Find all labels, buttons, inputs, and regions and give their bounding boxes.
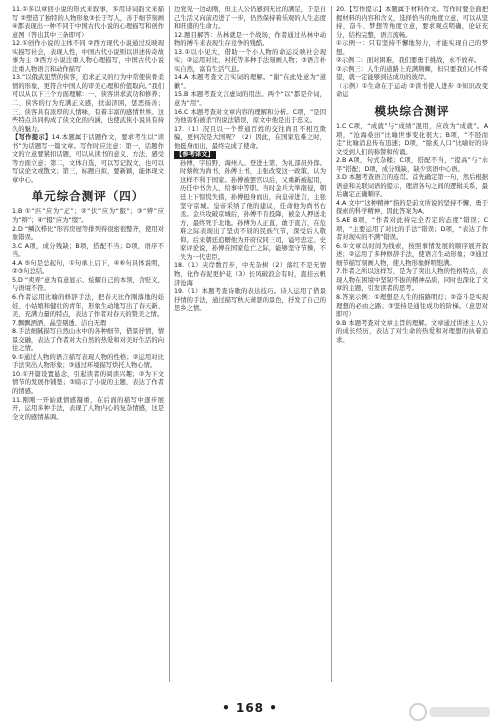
answer-item: 12.①创作小说的主体不同 ②西方现代小说通过反映现实描写社会，表现人性，中国古代小说则以讲述传奇故事为主 ③西方小说注重人物心理描写，中国古代小说注重人物语言和动作描写 [12, 40, 164, 73]
page-number: • 168 • [222, 701, 278, 715]
answer-item: （示例）①生命在于运动 ②读书使人进步 ③知识改变命运 [336, 82, 488, 99]
answer-item: 13.“以俄武犯禁的侠客，追求正义的行为中常使侠骨柔情的形象，更符合中国人的审美心理和价值取向。”我们可以从以下三个方面理解：一、侠客讲求武功和修养；二、侠客的行为充满正义感，扶弱济困，惩恶扬善；三、侠客具有浓厚的人情味，有着丰富的感情世界。这些特点共同构成了侠文化的内涵，也使武侠小说具有持久的魅力。 [12, 74, 164, 133]
answer-item: 19.（1）本题考查诗歌的表达技巧。诗人运用了借景抒情的手法，通过描写秋天萧瑟的景色，抒发了自己的思乡之情。 [174, 288, 326, 313]
answer-item: 边党见一边动刚，但主人公仍感到无比的满足，于是自己生活又向前迈进了一步，仍然保持着乐观的人生态度和旺盛的生命力。 [174, 6, 326, 31]
answer-item: ②示例二：面对困难，我们要勇于挑战，永不放弃。 [336, 57, 481, 65]
watermark-logo-icon [408, 702, 494, 722]
answer-item: 15.B 本题考查文言虚词的用法。两个“以”都是介词，意为“用”。 [174, 91, 326, 108]
writing-tip: 【写作提示】14.本题属于话题作文，要求考生以“读书”为话题写一篇文章。写作时应注意：第一，话题作文的立意要紧扣话题，可以从读书的意义、方法、感受等方面立意；第二，文体自选，可以写记叙文，也可以写议论文或散文；第三，标题自拟，要新颖，能体现文章中心。 [12, 134, 164, 184]
writing-tip-label: 【写作提示】 [12, 134, 52, 142]
answer-item: 16.C 本题考查对文章内容的理解和分析。C项，“是因为他害怕被杀”的说法错误，原文中他是出于忠义。 [174, 108, 326, 125]
answer-item: ③示例三：人生的道路上充满荆棘，但只要我们心怀希望，就一定能够到达成功的彼岸。 [336, 65, 488, 82]
answer-item: 6.①文章以时间为线索，按照事情发展的顺序展开叙述；②运用了多种修辞手法，使语言生动形象；③通过细节描写刻画人物，使人物形象鲜明饱满。 [336, 242, 488, 267]
section-title-unit-test: 单元综合测评（四） [31, 189, 145, 204]
answer-item: 9.B 本题考查对文章主旨的理解。文章通过讲述主人公的成长经历，表达了对生命的热爱和对理想的执着追求。 [336, 319, 488, 344]
watermark-logo [408, 702, 494, 722]
answer-item: 11.①多以章回小说的形式来叙事，多用诗词韵文来描写 ②塑造了独特的人物形象③长于写人，善于细节刻画 ④都表现出一种不同于中国古代小说的心理描写和创作意图（答出其中三条即可） [12, 6, 164, 39]
reference-translation [174, 151, 326, 160]
answer-item: 20.【写作提示】本题属于材料作文。写作时要全面把握材料的内容和含义，选择恰当的角度立意，可以从坚持、奋斗、梦想等角度立意，要求观点明确，论证充分，结构完整，语言流畅。 [336, 6, 488, 39]
answer-item: 1.C C项，“成就”与“成绩”混用，应改为“成就”。A项，“沧海桑田”比喻世事变化很大；B项，“不胫而走”比喻消息传布迅速；D项，“脍炙人口”比喻好的诗文受到人们的称赞和传诵。 [336, 123, 488, 156]
module-test-answers [336, 123, 488, 345]
unit-test-answers [12, 208, 164, 422]
translation-text: 孙傅，字伯野，海州人。登进士第，为礼部员外郎。时蔡攸为尚书，孙傅上书，主张改变这一政策，认为这样不利于国家。孙傅被罢官以后，又重新被起用，历任中书舍人、给事中等职。当时金兵大举南侵，朝廷上下惊慌失措，孙傅挺身而出，向皇帝进言，主张坚守京城。皇帝采纳了他的建议，任命他为尚书右丞。金兵攻破京城后，孙傅不肯投降，被金人押送北方，最终死于北地。孙傅为人正直，敢于直言，在危难之际表现出了坚贞不屈的民族气节，深受后人敬仰。后来朝廷追赠他为开府仪同三司，谥号忠定。史家评论说，孙傅在国家危亡之际，能够坚守节操，不失为一代忠臣。 [180, 159, 326, 261]
answer-page [12, 6, 488, 706]
answer-item: 13.①以小见大，借助一个小人物的命运反映社会现实；②运用对比、衬托等多种手法刻画人物；③语言朴实自然，富有生活气息。 [174, 48, 326, 73]
answer-item: 4.A 文中“这种精神”指的是前文所说的坚持不懈、勇于探索的科学精神，因此答案为A。 [336, 199, 488, 216]
reference-label: 【参考译文】 [176, 151, 214, 159]
answer-item: 6.作者运用比喻的修辞手法，把春天比作刚落地的娃娃、小姑娘和健壮的青年，形象生动地写出了春天新、美、充满力量的特点，表达了作者对春天的赞美之情。 [12, 293, 164, 319]
answer-item: 11.刚刚一开始就情感凝重，在后面的描写中逐步展开，运用多种手法，表现了人物内心的复杂情感，这是全文的感情基调。 [12, 396, 164, 421]
answer-item: ①示例一：只有坚持不懈地努力，才能实现自己的梦想。 [336, 40, 488, 56]
left-pre-answers [12, 6, 164, 134]
answer-item: 5.D “卖弄”意为有意显示、炫耀自己的本领，含贬义，与语境不符。 [12, 276, 164, 293]
section-title-module-test: 模块综合测评 [374, 104, 450, 119]
right-column [336, 6, 488, 686]
answer-item: 14.A 本题考查文言实词的理解。“谢”在此处意为“道歉”。 [174, 74, 326, 90]
answer-item: 17.（1）况且以一个普通百姓的交往尚且不相互欺骗，更何况是大国呢？（2）因此，在国家危难之时，他挺身而出，最终完成了使命。 [174, 125, 326, 150]
answer-item: 2.B A项，句式杂糅；C项，搭配不当，“提高”与“水平”搭配；D项，成分残缺，缺少宾语中心语。 [336, 157, 488, 173]
answer-item: 3.C A项，成分残缺；B项，搭配不当；D项，语序不当。 [12, 242, 164, 259]
answer-item: 18.（1）夹岸数百步，中无杂树（2）落红不是无情物，化作春泥更护花（3）长风破浪会有时，直挂云帆济沧海 [174, 262, 326, 287]
answer-item: 5.AE B项，“作者对此持完全否定的态度”错误；C项，“主要运用了对比的手法”错误；D项，“表达了作者对现实的不满”错误。 [336, 217, 488, 242]
answer-item: 8.手法细腻描写自然山水中的各种细节，借景抒情，情景交融，表达了作者对大自然的热爱和对美好生活的向往之情。 [12, 328, 164, 353]
column-divider [169, 6, 170, 682]
answer-item: 7.飘飘洒洒、晶莹剔透、洁白无瑕 [12, 319, 107, 327]
left-column [12, 6, 164, 686]
answer-item: 2.D “鳞次栉比”形容房屋等排列得很密很整齐，使用对象错误。 [12, 225, 164, 242]
answer-item: 4.A ⑤句是总起句，①句承上启下，④⑥句具体说明，②③句总结。 [12, 259, 164, 276]
answer-item: 12.题目解答：丛林就是一个战场，作者通过丛林中动物的搏斗来表现生存竞争的残酷。 [174, 31, 326, 48]
answer-item: 10.①开篇设置悬念，引起读者的阅读兴趣；②为下文情节的发展作铺垫；③暗示了小说的主题，表达了作者的情感。 [12, 370, 164, 395]
answer-item: 9.①通过人物的语言描写表现人物的性格；②运用对比手法突出人物形象；③通过环境描写烘托人物心情。 [12, 353, 164, 370]
answer-item: 8.答案示例：①理想是人生的指路明灯；②奋斗是实现理想的必由之路；③坚持是通往成功的阶梯。（意思对即可） [336, 293, 488, 319]
answer-item: 3.D 本题考查语言的连贯。首先确定第一句，然后根据语意和关联词语的提示，理清各句之间的逻辑关系，最后确定正确顺序。 [336, 174, 488, 199]
answer-item: 1.B ①“匹”应为“疋”；②“伏”应为“服”；③“辨”应为“辩”；④“辍”应为“缀”。 [12, 208, 164, 225]
answer-item: 7.作者之所以这样写，是为了突出人物的性格特点，表现人物在困境中坚韧不拔的精神品质，同时也深化了文章的主题，引发读者的思考。 [336, 268, 488, 293]
middle-column [174, 6, 326, 686]
column-divider [331, 6, 332, 682]
